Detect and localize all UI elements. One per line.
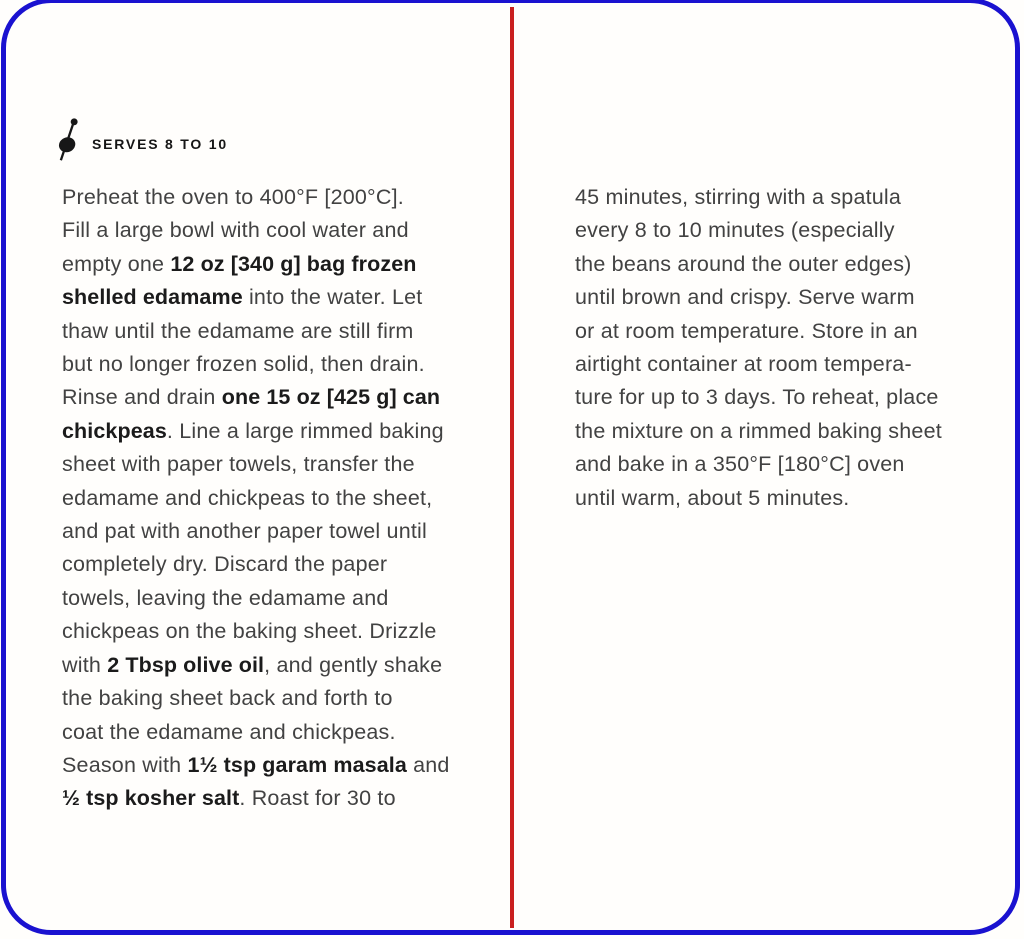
text-line: shelled edamame into the water. Let (62, 285, 423, 310)
text-line: ½ tsp kosher salt. Roast for 30 to (62, 786, 396, 811)
text-line: until warm, about 5 minutes. (575, 485, 850, 510)
text-line: the beans around the outer edges) (575, 251, 912, 276)
text-line: chickpeas on the baking sheet. Drizzle (62, 619, 437, 644)
text-line: and bake in a 350°F [180°C] oven (575, 452, 905, 477)
center-divider-line (510, 7, 514, 928)
text-line: Fill a large bowl with cool water and (62, 218, 409, 243)
text-line: airtight container at room tempera- (575, 352, 912, 377)
text-line: the mixture on a rimmed baking sheet (575, 418, 942, 443)
text-line: every 8 to 10 minutes (especially (575, 218, 895, 243)
text-line: edamame and chickpeas to the sheet, (62, 485, 433, 510)
text-line: the baking sheet back and forth to (62, 686, 393, 711)
text-line: until brown and crispy. Serve warm (575, 285, 915, 310)
text-line: but no longer frozen solid, then drain. (62, 352, 425, 377)
text-line: and pat with another paper towel until (62, 519, 427, 544)
text-line: thaw until the edamame are still firm (62, 318, 414, 343)
serves-label: SERVES 8 TO 10 (92, 136, 228, 152)
text-line: or at room temperature. Store in an (575, 318, 918, 343)
text-line: chickpeas. Line a large rimmed baking (62, 418, 444, 443)
text-line: coat the edamame and chickpeas. (62, 719, 396, 744)
text-line: with 2 Tbsp olive oil, and gently shake (62, 652, 443, 677)
text-line: completely dry. Discard the paper (62, 552, 388, 577)
recipe-text-left-column (62, 181, 502, 816)
text-line: ture for up to 3 days. To reheat, place (575, 385, 939, 410)
text-line: sheet with paper towels, transfer the (62, 452, 415, 477)
text-line: Season with 1½ tsp garam masala and (62, 752, 450, 777)
text-line: 45 minutes, stirring with a spatula (575, 185, 902, 209)
text-line: Preheat the oven to 400°F [200°C]. (62, 185, 404, 209)
text-line: empty one 12 oz [340 g] bag frozen (62, 251, 417, 276)
text-line: towels, leaving the edamame and (62, 585, 389, 610)
serves-row (57, 115, 228, 163)
text-line: Rinse and drain one 15 oz [425 g] can (62, 385, 441, 410)
recipe-text-right-column (575, 181, 1015, 515)
olive-on-cocktail-pick-icon (57, 115, 84, 163)
